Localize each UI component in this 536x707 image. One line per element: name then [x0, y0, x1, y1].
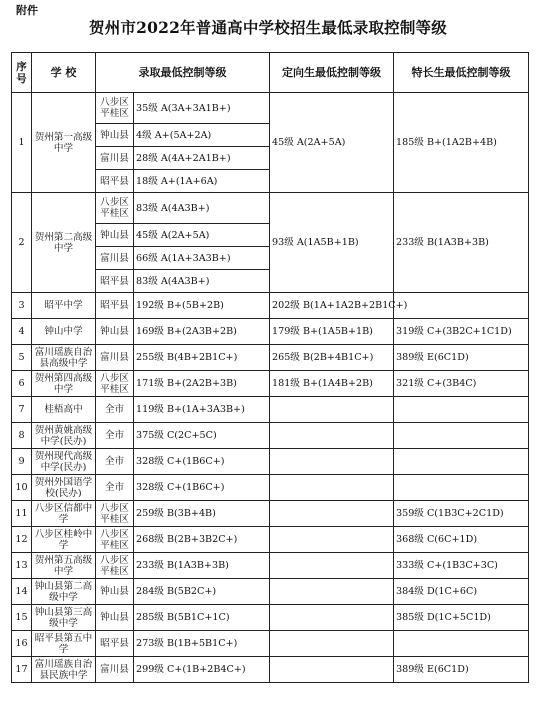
- specialty-grade: 233级 B(1A3B+3B): [394, 193, 529, 293]
- directed-grade: 181级 B+(1A4B+2B): [270, 371, 394, 397]
- school-name: 钟山县第三高级中学: [32, 605, 96, 631]
- header-min-grade: 录取最低控制等级: [96, 53, 270, 93]
- row-number: 6: [12, 371, 32, 397]
- specialty-grade: 333级 C+(1B3C+3C): [394, 553, 529, 579]
- row-number: 9: [12, 449, 32, 475]
- specialty-grade: 185级 B+(1A2B+4B): [394, 93, 529, 193]
- district: 八步区平桂区: [96, 371, 134, 397]
- school-name: 富川瑶族自治县高级中学: [32, 345, 96, 371]
- district: 全市: [96, 475, 134, 501]
- specialty-grade: [394, 423, 529, 449]
- school-name: 桂梧高中: [32, 397, 96, 423]
- table-row: [12, 605, 529, 631]
- header-specialty: 特长生最低控制等级: [394, 53, 529, 93]
- district: 全市: [96, 397, 134, 423]
- specialty-grade: 359级 C(1B3C+2C1D): [394, 501, 529, 527]
- row-number: 17: [12, 657, 32, 683]
- district: 昭平县: [96, 170, 134, 193]
- directed-grade: [270, 475, 394, 501]
- header-directed: 定向生最低控制等级: [270, 53, 394, 93]
- directed-grade: [270, 501, 394, 527]
- specialty-grade: 368级 C(6C+1D): [394, 527, 529, 553]
- school-name: 钟山中学: [32, 319, 96, 345]
- min-grade: 268级 B(2B+3B2C+): [134, 527, 270, 553]
- row-number: 13: [12, 553, 32, 579]
- min-grade: 83级 A(4A3B+): [134, 270, 270, 293]
- directed-grade: 265级 B(2B+4B1C+): [270, 345, 394, 371]
- min-grade: 273级 B(1B+5B1C+): [134, 631, 270, 657]
- specialty-grade: 321级 C+(3B4C): [394, 371, 529, 397]
- row-number: 12: [12, 527, 32, 553]
- directed-grade: 45级 A(2A+5A): [270, 93, 394, 193]
- min-grade: 45级 A(2A+5A): [134, 224, 270, 247]
- district: 昭平县: [96, 270, 134, 293]
- table-row: [12, 345, 529, 371]
- specialty-grade: [394, 397, 529, 423]
- row-number: 4: [12, 319, 32, 345]
- min-grade: 375级 C(2C+5C): [134, 423, 270, 449]
- table-row: [12, 293, 529, 319]
- directed-grade: [270, 553, 394, 579]
- row-number: 1: [12, 93, 32, 193]
- min-grade: 28级 A(4A+2A1B+): [134, 147, 270, 170]
- specialty-grade: [394, 293, 529, 319]
- school-name: 昭平县第五中学: [32, 631, 96, 657]
- row-number: 11: [12, 501, 32, 527]
- specialty-grade: [394, 475, 529, 501]
- min-grade: 259级 B(3B+4B): [134, 501, 270, 527]
- directed-grade: [270, 397, 394, 423]
- district: 富川县: [96, 247, 134, 270]
- row-number: 15: [12, 605, 32, 631]
- table-row: [12, 475, 529, 501]
- min-grade: 285级 B(5B1C+1C): [134, 605, 270, 631]
- district: 钟山县: [96, 224, 134, 247]
- district: 全市: [96, 423, 134, 449]
- district: 全市: [96, 449, 134, 475]
- table-row: [12, 527, 529, 553]
- table-row: [12, 93, 529, 124]
- attachment-label: 附件: [16, 4, 38, 17]
- district: 八步区平桂区: [96, 527, 134, 553]
- specialty-grade: 389级 E(6C1D): [394, 345, 529, 371]
- directed-grade: 202级 B(1A+1A2B+2B1C+): [270, 293, 394, 319]
- school-name: 贺州第二高级中学: [32, 193, 96, 293]
- district: 昭平县: [96, 631, 134, 657]
- table-row: [12, 371, 529, 397]
- row-number: 14: [12, 579, 32, 605]
- min-grade: 169级 B+(2A3B+2B): [134, 319, 270, 345]
- school-name: 贺州现代高级中学(民办): [32, 449, 96, 475]
- row-number: 2: [12, 193, 32, 293]
- directed-grade: [270, 579, 394, 605]
- school-name: 昭平中学: [32, 293, 96, 319]
- school-name: 贺州外国语学校(民办): [32, 475, 96, 501]
- directed-grade: [270, 605, 394, 631]
- district: 昭平县: [96, 293, 134, 319]
- school-name: 贺州第一高级中学: [32, 93, 96, 193]
- min-grade: 18级 A+(1A+6A): [134, 170, 270, 193]
- table-row: [12, 657, 529, 683]
- min-grade: 328级 C+(1B6C+): [134, 449, 270, 475]
- school-name: 钟山县第二高级中学: [32, 579, 96, 605]
- table-row: [12, 193, 529, 224]
- table-row: [12, 501, 529, 527]
- directed-grade: [270, 657, 394, 683]
- district: 钟山县: [96, 124, 134, 147]
- district: 八步区平桂区: [96, 93, 134, 124]
- directed-grade: [270, 631, 394, 657]
- district: 钟山县: [96, 605, 134, 631]
- min-grade: 192级 B+(5B+2B): [134, 293, 270, 319]
- specialty-grade: [394, 449, 529, 475]
- admission-grade-table: [11, 52, 529, 683]
- min-grade: 171级 B+(2A2B+3B): [134, 371, 270, 397]
- row-number: 10: [12, 475, 32, 501]
- min-grade: 233级 B(1A3B+3B): [134, 553, 270, 579]
- district: 富川县: [96, 657, 134, 683]
- table-row: [12, 579, 529, 605]
- specialty-grade: 385级 D(1C+5C1D): [394, 605, 529, 631]
- table-row: [12, 553, 529, 579]
- school-name: 八步区信都中学: [32, 501, 96, 527]
- row-number: 16: [12, 631, 32, 657]
- min-grade: 284级 B(5B2C+): [134, 579, 270, 605]
- row-number: 7: [12, 397, 32, 423]
- min-grade: 35级 A(3A+3A1B+): [134, 93, 270, 124]
- district: 富川县: [96, 147, 134, 170]
- directed-grade: 93级 A(1A5B+1B): [270, 193, 394, 293]
- directed-grade: 179级 B+(1A5B+1B): [270, 319, 394, 345]
- min-grade: 83级 A(4A3B+): [134, 193, 270, 224]
- district: 八步区平桂区: [96, 193, 134, 224]
- school-name: 八步区桂岭中学: [32, 527, 96, 553]
- header-seq: 序号: [12, 53, 32, 93]
- specialty-grade: [394, 631, 529, 657]
- table-header-row: [12, 53, 529, 93]
- table-row: [12, 449, 529, 475]
- school-name: 贺州第四高级中学: [32, 371, 96, 397]
- min-grade: 299级 C+(1B+2B4C+): [134, 657, 270, 683]
- directed-grade: [270, 449, 394, 475]
- district: 八步区平桂区: [96, 553, 134, 579]
- header-school: 学 校: [32, 53, 96, 93]
- table-row: [12, 423, 529, 449]
- school-name: 贺州第五高级中学: [32, 553, 96, 579]
- specialty-grade: 319级 C+(3B2C+1C1D): [394, 319, 529, 345]
- district: 钟山县: [96, 579, 134, 605]
- directed-grade: [270, 423, 394, 449]
- table-row: [12, 631, 529, 657]
- directed-grade: [270, 527, 394, 553]
- min-grade: 4级 A+(5A+2A): [134, 124, 270, 147]
- district: 钟山县: [96, 319, 134, 345]
- table-row: [12, 319, 529, 345]
- table-row: [12, 397, 529, 423]
- specialty-grade: 389级 E(6C1D): [394, 657, 529, 683]
- district: 八步区平桂区: [96, 501, 134, 527]
- row-number: 8: [12, 423, 32, 449]
- min-grade: 119级 B+(1A+3A3B+): [134, 397, 270, 423]
- min-grade: 255级 B(4B+2B1C+): [134, 345, 270, 371]
- row-number: 3: [12, 293, 32, 319]
- page-title: 贺州市2022年普通高中学校招生最低录取控制等级: [89, 18, 447, 37]
- school-name: 富川瑶族自治县民族中学: [32, 657, 96, 683]
- school-name: 贺州黄姚高级中学(民办): [32, 423, 96, 449]
- district: 富川县: [96, 345, 134, 371]
- row-number: 5: [12, 345, 32, 371]
- specialty-grade: 384级 D(1C+6C): [394, 579, 529, 605]
- min-grade: 328级 C+(1B6C+): [134, 475, 270, 501]
- min-grade: 66级 A(1A+3A3B+): [134, 247, 270, 270]
